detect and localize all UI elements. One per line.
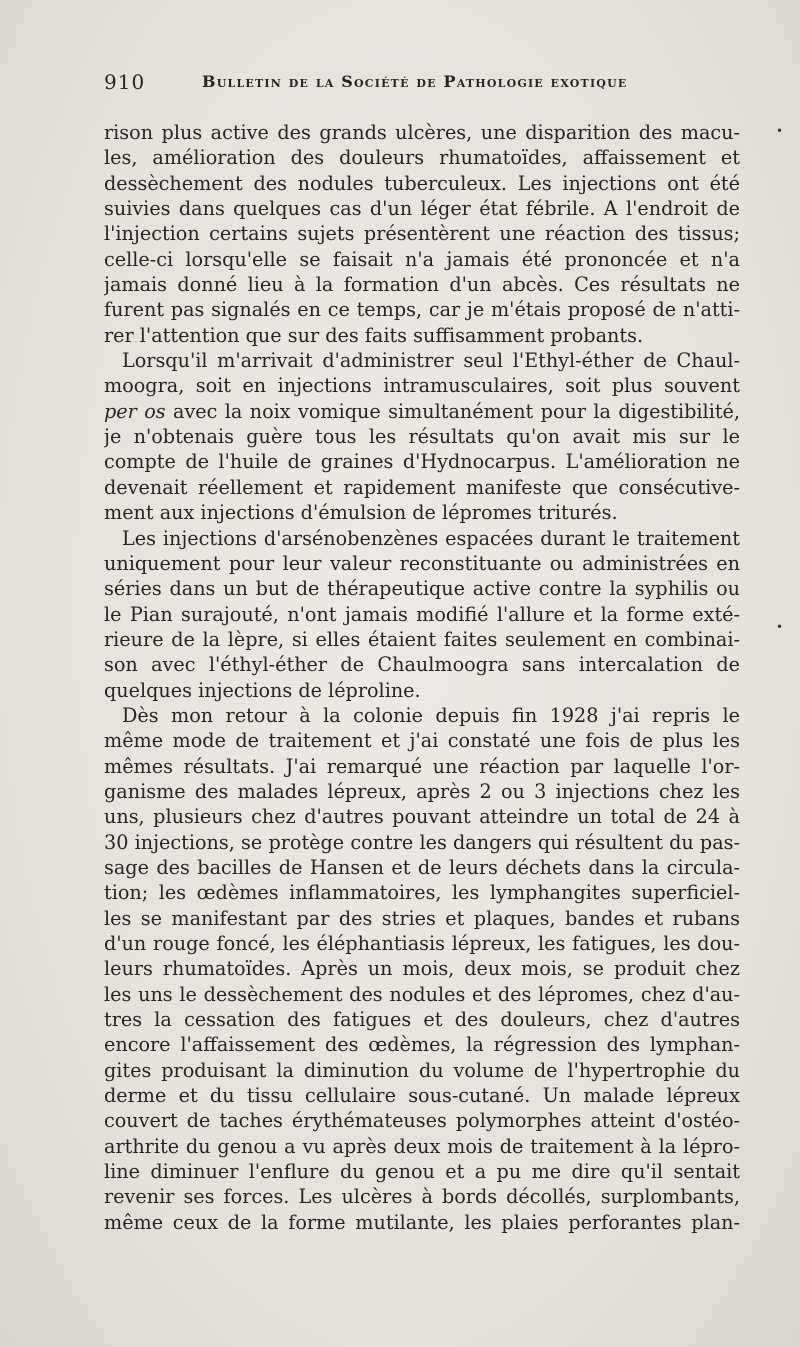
- text-line: arthrite du genou a vu après deux mois de traitement à la lépro-: [104, 1134, 740, 1158]
- text-line: Dès mon retour à la colonie depuis fin 1928 j'ai repris le: [122, 703, 740, 727]
- text-line: 30 injections, se protège contre les dangers qui résultent du pas-: [104, 830, 740, 854]
- text-line: line diminuer l'enflure du genou et a pu me dire qu'il sentait: [104, 1160, 740, 1184]
- text-line: furent pas signalés en ce temps, car je m'étais proposé de n'atti-: [104, 298, 740, 322]
- running-title: Bulletin de la Société de Pathologie exotique: [202, 72, 628, 91]
- text-line: couvert de taches érythémateuses polymorphes atteint d'ostéo-: [104, 1109, 740, 1133]
- text-line: derme et du tissu cellulaire sous-cutané. Un malade lépreux: [104, 1084, 740, 1108]
- text-line: les, amélioration des douleurs rhumatoïdes, affaissement et: [104, 146, 740, 170]
- text-line: rieure de la lèpre, si elles étaient faites seulement en combinai-: [104, 627, 740, 651]
- text-line: gites produisant la diminution du volume de l'hypertrophie du: [104, 1058, 740, 1082]
- text-line: celle-ci lorsqu'elle se faisait n'a jamais été prononcée et n'a: [104, 247, 740, 271]
- text-line: tion; les œdèmes inflammatoires, les lymphangites superficiel-: [104, 881, 740, 905]
- text-line: Lorsqu'il m'arrivait d'administrer seul l'Ethyl-éther de Chaul-: [122, 349, 740, 373]
- margin-dot: •: [776, 124, 784, 138]
- text-line: per os avec la noix vomique simultanément pour la digestibilité,: [104, 399, 740, 423]
- text-line: compte de l'huile de graines d'Hydnocarpus. L'amélioration ne: [104, 450, 740, 474]
- body-text: [104, 120, 740, 1235]
- text-line: jamais donné lieu à la formation d'un abcès. Ces résultats ne: [104, 273, 740, 297]
- text-line: mêmes résultats. J'ai remarqué une réaction par laquelle l'or-: [104, 754, 740, 778]
- text-line: suivies dans quelques cas d'un léger état fébrile. A l'endroit de: [104, 197, 740, 221]
- page-number: 910: [104, 70, 146, 94]
- text-line: les se manifestant par des stries et plaques, bandes et rubans: [104, 906, 740, 930]
- text-line: rison plus active des grands ulcères, une disparition des macu-: [104, 121, 740, 144]
- text-line: uniquement pour leur valeur reconstituante ou administrées en: [104, 551, 740, 575]
- text-line: ganisme des malades lépreux, après 2 ou 3 injections chez les: [104, 779, 740, 803]
- page-header: [104, 70, 764, 106]
- margin-dot: •: [776, 620, 784, 634]
- text-line: revenir ses forces. Les ulcères à bords décollés, surplombants,: [104, 1185, 740, 1209]
- text-line: même mode de traitement et j'ai constaté une fois de plus les: [104, 729, 740, 753]
- text-line: quelques injections de léproline.: [104, 678, 421, 702]
- text-line: d'un rouge foncé, les éléphantiasis lépreux, les fatigues, les dou-: [104, 932, 740, 955]
- text-line: sage des bacilles de Hansen et de leurs déchets dans la circula-: [104, 855, 740, 879]
- text-line: ment aux injections d'émulsion de lépromes triturés.: [104, 501, 618, 525]
- text-line: devenait réellement et rapidement manifeste que consécutive-: [104, 475, 740, 499]
- text-line: tres la cessation des fatigues et des douleurs, chez d'autres: [104, 1008, 740, 1032]
- text-line: le Pian surajouté, n'ont jamais modifié l'allure et la forme exté-: [104, 602, 740, 626]
- text-line: encore l'affaissement des œdèmes, la régression des lymphan-: [104, 1033, 740, 1057]
- text-line: même ceux de la forme mutilante, les plaies perforantes plan-: [104, 1210, 740, 1234]
- text-line: Les injections d'arsénobenzènes espacées durant le traitement: [122, 526, 740, 550]
- text-line: leurs rhumatoïdes. Après un mois, deux mois, se produit chez: [104, 957, 740, 981]
- text-line: les uns le dessèchement des nodules et des lépromes, chez d'au-: [104, 982, 740, 1006]
- text-line: l'injection certains sujets présentèrent une réaction des tissus;: [104, 222, 740, 246]
- text-line: dessèchement des nodules tuberculeux. Les injections ont été: [104, 171, 740, 195]
- text-line: moogra, soit en injections intramusculaires, soit plus souvent: [104, 374, 740, 398]
- text-line: je n'obtenais guère tous les résultats qu'on avait mis sur le: [104, 425, 740, 449]
- text-line: uns, plusieurs chez d'autres pouvant atteindre un total de 24 à: [104, 805, 740, 829]
- text-line: rer l'attention que sur des faits suffisamment probants.: [104, 323, 644, 347]
- text-line: son avec l'éthyl-éther de Chaulmoogra sans intercalation de: [104, 653, 740, 677]
- text-line: séries dans un but de thérapeutique active contre la syphilis ou: [104, 577, 740, 601]
